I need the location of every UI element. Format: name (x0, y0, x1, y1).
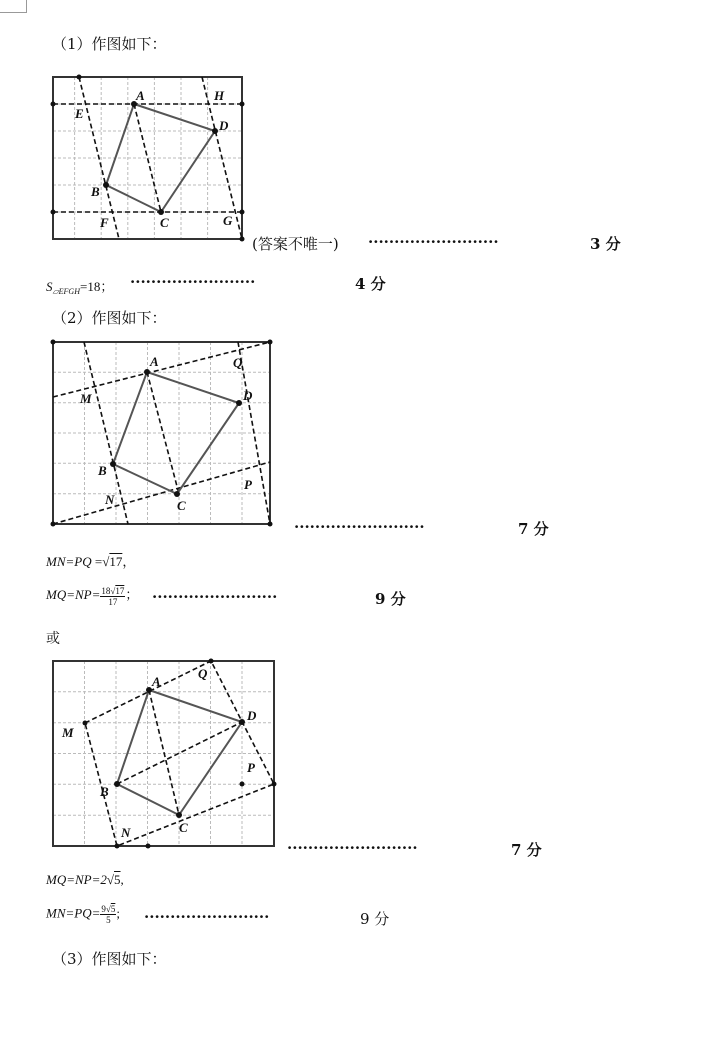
p2-f1-rad: 17 (109, 554, 123, 569)
part2-score1: 7 分 (518, 520, 549, 538)
p1-label-d: D (219, 118, 229, 133)
p2b-f2-den: 5 (106, 915, 111, 925)
p2-label-d: D (243, 388, 253, 403)
p2b-f2-num-coef: 9 (101, 904, 106, 914)
p2-f2-num-coef: 18 (101, 585, 111, 596)
p2b-label-d: D (247, 708, 257, 723)
p2-f2-fraction: $\frac{18√17}{17}$ (101, 585, 125, 607)
part2-grid-figure (48, 337, 276, 529)
p2-f2-left: MQ=NP= (46, 587, 101, 602)
part2-formula-mq (46, 584, 138, 607)
p2-label-c: C (177, 498, 186, 513)
part1-score2: 4 分 (355, 275, 386, 293)
part2b-formula-mn (46, 904, 120, 925)
part2-formula-mn: MN=PQ =√17， (46, 554, 136, 569)
p1-label-h: H (214, 88, 225, 103)
p2-f1-eq: = (91, 554, 103, 569)
part2b-dots2: ························ (144, 908, 270, 926)
part2b-score2: 9 分 (360, 910, 390, 928)
part2b-dots1: ························· (287, 839, 418, 857)
part2-heading: （2）作图如下： (52, 309, 167, 327)
part2-dots2: ························ (152, 588, 278, 606)
area-value: =18； (79, 279, 114, 294)
p1-label-g: G (223, 213, 233, 228)
part2b-grid-figure (48, 656, 282, 852)
p2b-label-p: P (247, 760, 255, 775)
part1-heading: （1）作图如下： (52, 35, 167, 53)
p2b-f2-end: ; (116, 905, 120, 921)
part2-score2: 9 分 (375, 590, 406, 608)
p2-label-b: B (98, 463, 107, 478)
page-corner-mark (0, 0, 27, 13)
p2-label-a: A (150, 354, 159, 369)
part1-grid-figure (48, 72, 252, 244)
p2b-f2-left: MN=PQ= (46, 905, 101, 921)
p2-f2-num-rad: 17 (115, 585, 125, 596)
part1-dots2: ························ (130, 273, 256, 291)
part3-heading: （3）作图如下： (52, 950, 167, 968)
part2b-formula-mq: MQ=NP=2√5, (46, 872, 124, 887)
p2b-label-m: M (62, 725, 74, 740)
p2-label-q: Q (233, 355, 243, 370)
p1-label-e: E (75, 106, 84, 121)
p2b-f1-end: , (120, 872, 124, 887)
part1-area-formula (46, 276, 113, 296)
p2b-label-b: B (100, 784, 109, 799)
p2-label-p: P (244, 477, 252, 492)
p2-label-n: N (105, 492, 115, 507)
p1-label-f: F (100, 215, 109, 230)
part2b-score1: 7 分 (511, 841, 542, 859)
p2b-f2-num-rad: 5 (110, 904, 116, 914)
part1-note: (答案不唯一) (252, 235, 339, 253)
p2b-label-c: C (179, 820, 188, 835)
area-symbol: S (46, 279, 53, 294)
p2-label-m: M (80, 391, 92, 406)
p2b-label-q: Q (198, 666, 208, 681)
p1-label-c: C (160, 215, 169, 230)
p2b-label-a: A (152, 674, 161, 689)
p1-label-a: A (136, 88, 145, 103)
p2b-f1-rad: 5 (114, 872, 121, 887)
p2-f1-left: MN=PQ (46, 554, 92, 569)
part1-score1: 3 分 (590, 235, 621, 253)
p2b-label-n: N (121, 825, 131, 840)
part2-dots1: ························· (294, 518, 425, 536)
area-subscript: ▱EFGH (52, 287, 80, 296)
p2b-f1-left: MQ=NP=2 (46, 872, 107, 887)
p2-f1-end: ， (122, 554, 136, 569)
or-text: 或 (46, 631, 60, 647)
p2b-f2-fraction: $\frac{9√5}{5}$ (101, 904, 116, 925)
part1-dots1: ························· (368, 233, 499, 251)
p2-f2-den: 17 (108, 596, 118, 607)
p2-f2-end: ； (125, 587, 139, 602)
p1-label-b: B (91, 184, 100, 199)
